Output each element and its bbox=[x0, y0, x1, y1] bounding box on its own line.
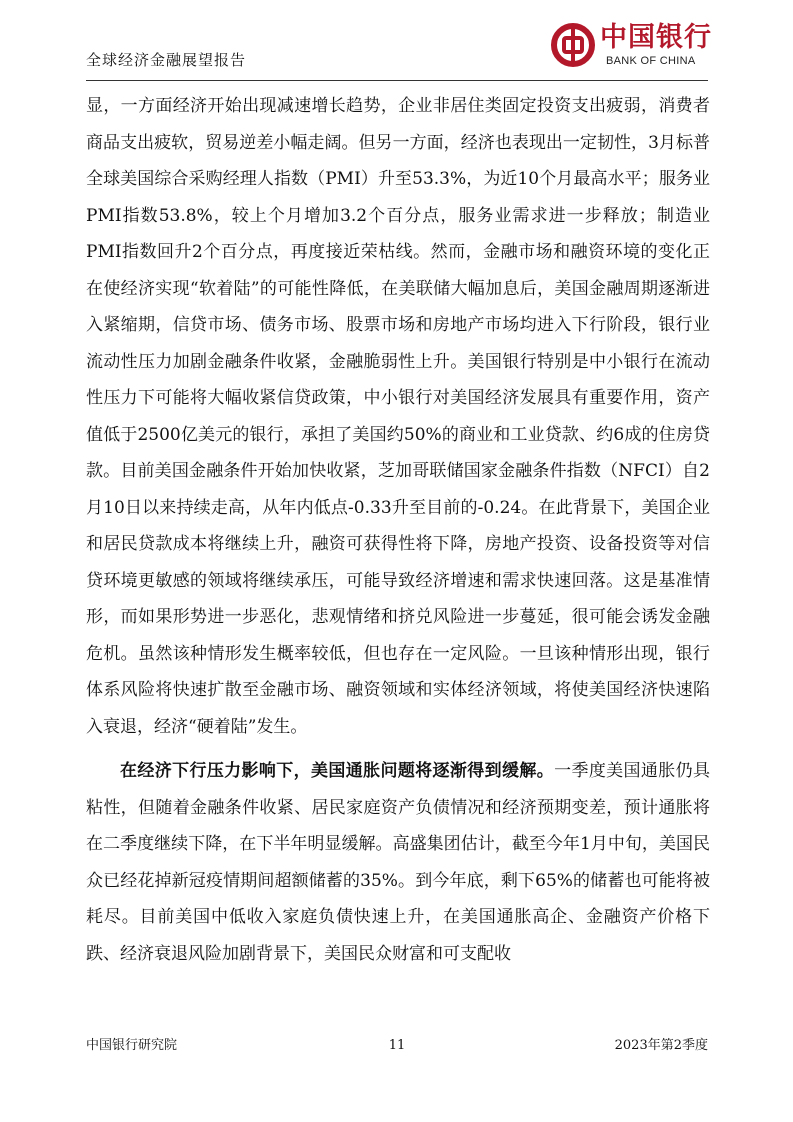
bank-of-china-emblem-icon bbox=[550, 22, 596, 68]
body-paragraph bbox=[86, 753, 710, 972]
page-header bbox=[86, 0, 712, 81]
page-number: 11 bbox=[388, 1038, 406, 1053]
page-footer bbox=[86, 1036, 708, 1056]
footer-period: 2023年第2季度 bbox=[614, 1038, 708, 1053]
footer-institution: 中国银行研究院 bbox=[86, 1038, 178, 1053]
paragraph-text: 一季度美国通胀仍具粘性，但随着金融条件收紧、居民家庭资产负债情况和经济预期变差，预计通胀将在二季度继续下降，在下半年明显缓解。高盛集团估计，截至今年1月中旬，美国民众已经花掉新冠疫情期间超额储蓄的35%。到今年底，剩下65%的储蓄也可能将被耗尽。目前美国中低收入家庭负债快速上升，在美国通胀高企、金融资产价格下跌、经济衰退风险加剧背景下，美国民众财富和可支配收 bbox=[86, 761, 711, 964]
bank-logo bbox=[550, 20, 710, 76]
paragraph-lead-sentence: 在经济下行压力影响下，美国通胀问题将逐渐得到缓解。 bbox=[120, 761, 555, 781]
bank-name-chinese: 中国银行 bbox=[600, 22, 712, 53]
body-paragraph: 显，一方面经济开始出现减速增长趋势，企业非居住类固定投资支出疲弱，消费者商品支出疲软，贸易逆差小幅走阔。但另一方面，经济也表现出一定韧性，3月标普全球美国综合采购经理人指数（PMI）升至53.3%，为近10个月最高水平；服务业PMI指数53.8%，较上个月增加3.2个百分点，服务业需求进一步释放；制造业PMI指数回升2个百分点，再度接近荣枯线。然而，金融市场和融资环境的变化正在使经济实现“软着陆”的可能性降低，在美联储大幅加息后，美国金融周期逐渐进入紧缩期，信贷市场、债务市场、股票市场和房地产市场均进入下行阶段，银行业流动性压力加剧金融条件收紧，金融脆弱性上升。美国银行特别是中小银行在流动性压力下可能将大幅收紧信贷政策，中小银行对美国经济发展具有重要作用，资产值低于2500亿美元的银行，承担了美国约50%的商业和工业贷款、约6成的住房贷款。目前美国金融条件开始加快收紧，芝加哥联储国家金融条件指数（NFCI）自2月10日以来持续走高，从年内低点-0.33升至目前的-0.24。在此背景下，美国企业和居民贷款成本将继续上升，融资可获得性将下降，房地产投资、设备投资等对信贷环境更敏感的领域将继续承压，可能导致经济增速和需求快速回落。这是基准情形，而如果形势进一步恶化，悲观情绪和挤兑风险进一步蔓延，很可能会诱发金融危机。虽然该种情形发生概率较低，但也存在一定风险。一旦该种情形出现，银行体系风险将快速扩散至金融市场、融资领域和实体经济领域，将使美国经济快速陷入衰退，经济“硬着陆”发生。 bbox=[86, 96, 710, 737]
bank-name-english: BANK OF CHINA bbox=[606, 55, 696, 67]
document-body bbox=[86, 88, 710, 972]
report-title: 全球经济金融展望报告 bbox=[86, 51, 247, 69]
